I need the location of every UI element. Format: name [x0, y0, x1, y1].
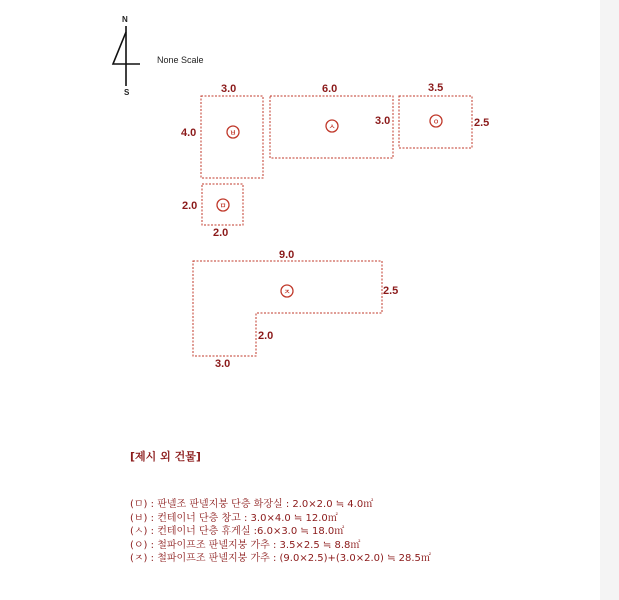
legend-item-m: (ㅁ) : 판넬조 판넬지붕 단층 화장실 : 2.0×2.0 ≒ 4.0㎡ — [130, 499, 374, 510]
building-m-width: 2.0 — [213, 227, 229, 239]
legend-item-b: (ㅂ) : 컨테이너 단층 창고 : 3.0×4.0 ≒ 12.0㎡ — [130, 512, 338, 524]
legend — [130, 448, 570, 566]
building-s-symbol: ㅅ — [328, 123, 336, 131]
building-s-width: 6.0 — [322, 83, 338, 95]
building-b-outline — [201, 96, 263, 178]
building-j-step-depth: 2.0 — [258, 330, 274, 342]
legend-item-j: (ㅈ) : 철파이프조 판넬지붕 가추 : (9.0×2.5)+(3.0×2.0) ≒ 28.5㎡ — [130, 553, 431, 564]
legend-item-o: (ㅇ) : 철파이프조 판넬지붕 가추 : 3.5×2.5 ≒ 8.8㎡ — [130, 539, 361, 551]
building-j-symbol: ㅈ — [283, 288, 291, 296]
building-b-width: 3.0 — [221, 83, 237, 95]
building-o-width: 3.5 — [428, 82, 444, 94]
legend-title: [제시 외 건물] — [130, 450, 201, 463]
building-j-bottom-width: 3.0 — [215, 358, 231, 370]
legend-item-s: (ㅅ) : 컨테이너 단층 휴게실 :6.0×3.0 ≒ 18.0㎡ — [130, 526, 345, 537]
building-j-outline — [193, 261, 382, 356]
building-j-right-depth: 2.5 — [383, 285, 399, 297]
north-arrow — [113, 15, 140, 97]
building-b-depth: 4.0 — [181, 127, 197, 139]
building-m-depth: 2.0 — [182, 200, 198, 212]
compass-south-label: S — [124, 88, 130, 97]
building-j-top-width: 9.0 — [279, 249, 295, 261]
building-b-symbol: ㅂ — [229, 129, 237, 137]
compass-north-label: N — [122, 15, 128, 24]
building-s-depth: 3.0 — [375, 115, 391, 127]
scale-note: None Scale — [157, 55, 204, 65]
building-o-symbol: ㅇ — [432, 118, 440, 126]
building-o-depth: 2.5 — [474, 117, 490, 129]
building-m-symbol: ㅁ — [219, 202, 227, 210]
